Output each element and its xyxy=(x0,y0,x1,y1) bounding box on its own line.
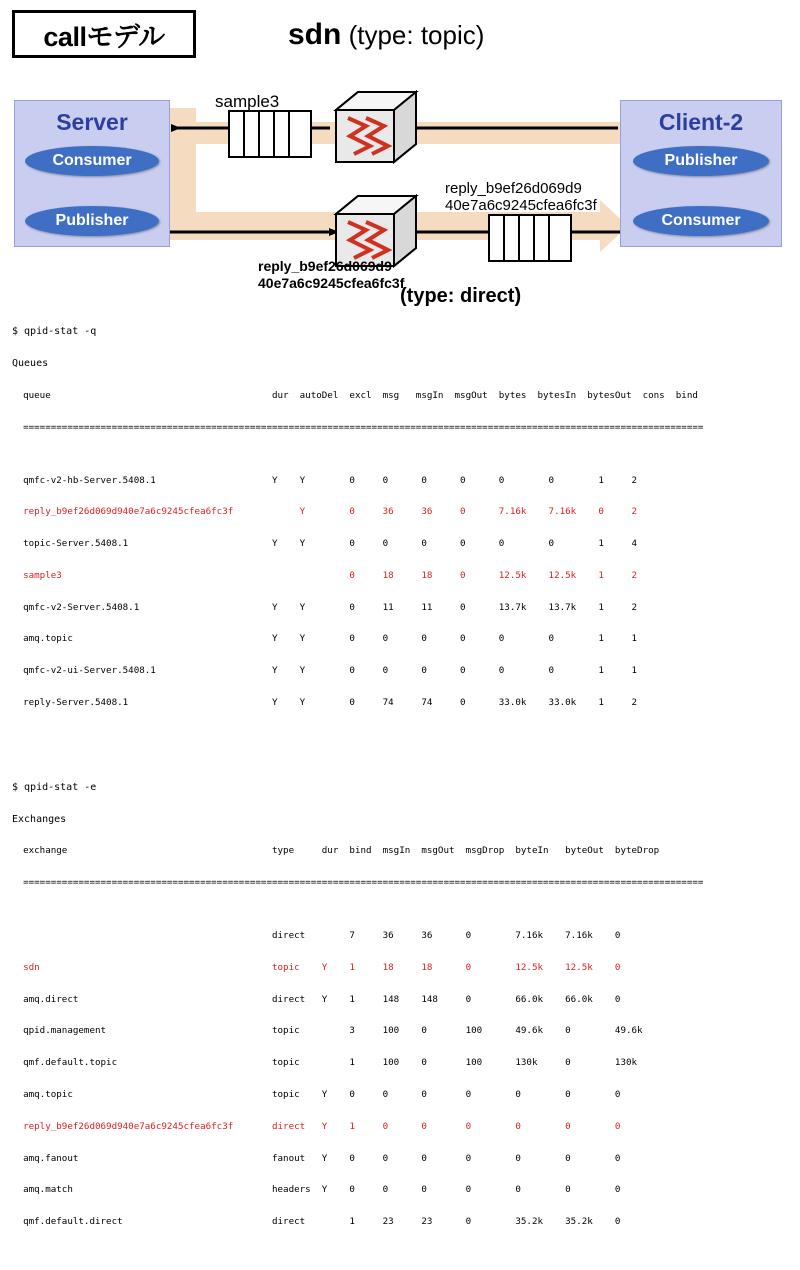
table-row: reply_b9ef26d069d940e7a6c9245cfea6fc3f direct Y 1 0 0 0 0 0 0 xyxy=(12,1120,621,1132)
server-consumer-pill: Consumer xyxy=(25,146,159,176)
reply-exchange-name-line1: reply_b9ef26d069d9 xyxy=(258,258,392,274)
exchanges-table-rule: =========================================================================================================================== xyxy=(12,877,704,889)
table-row: reply_b9ef26d069d940e7a6c9245cfea6fc3f Y 0 36 36 0 7.16k 7.16k 0 2 xyxy=(12,506,638,518)
server-node xyxy=(14,100,170,247)
reply-exchange-name-label xyxy=(258,258,404,292)
table-row: qmf.default.topic topic 1 100 0 100 130k 0 130k xyxy=(12,1057,638,1069)
exchange-topic-icon xyxy=(326,88,422,170)
table-row: amq.topic Y Y 0 0 0 0 0 0 1 1 xyxy=(12,633,638,645)
queue-reply xyxy=(488,214,572,262)
table-row: amq.topic topic Y 0 0 0 0 0 0 0 xyxy=(12,1088,621,1100)
table-row: amq.direct direct Y 1 148 148 0 66.0k 66.0k 0 xyxy=(12,993,621,1005)
table-row: amq.match headers Y 0 0 0 0 0 0 0 xyxy=(12,1184,621,1196)
reply-exchange-name-line2: 40e7a6c9245cfea6fc3f xyxy=(258,275,405,291)
client-title: Client-2 xyxy=(658,109,744,135)
reply-queue-label-line2: 40e7a6c9245cfea6fc3f xyxy=(445,197,597,214)
queues-table-body xyxy=(12,454,788,729)
server-title: Server xyxy=(56,109,128,135)
terminal-output xyxy=(12,306,788,1228)
architecture-diagram xyxy=(0,0,800,305)
table-row: topic-Server.5408.1 Y Y 0 0 0 0 0 0 1 4 xyxy=(12,538,638,550)
table-row: qpid.management topic 3 100 0 100 49.6k 0 49.6k xyxy=(12,1025,643,1037)
table-row: sdn topic Y 1 18 18 0 12.5k 12.5k 0 xyxy=(12,961,621,973)
exchanges-command: $ qpid-stat -e xyxy=(12,781,97,793)
exchanges-table-header: exchange type dur bind msgIn msgOut msgDrop byteIn byteOut byteDrop xyxy=(12,845,660,857)
queues-section-title: Queues xyxy=(12,357,49,369)
table-row: qmf.default.direct direct 1 23 23 0 35.2k 35.2k 0 xyxy=(12,1216,621,1228)
queues-table-header: queue dur autoDel excl msg msgIn msgOut bytes bytesIn bytesOut cons bind xyxy=(12,389,698,401)
client-consumer-pill: Consumer xyxy=(633,206,769,236)
direct-exchange-type-label: (type: direct) xyxy=(400,285,522,307)
exchanges-table-body xyxy=(12,910,788,1249)
table-row: reply-Server.5408.1 Y Y 0 74 74 0 33.0k 33.0k 1 2 xyxy=(12,696,638,708)
server-publisher-pill: Publisher xyxy=(25,206,159,236)
sdn-exchange-type: (type: topic) xyxy=(341,20,485,50)
table-row: direct 7 36 36 0 7.16k 7.16k 0 xyxy=(12,930,621,942)
client-node xyxy=(620,100,782,247)
table-row: amq.fanout fanout Y 0 0 0 0 0 0 0 xyxy=(12,1152,621,1164)
queue-sample3 xyxy=(228,110,312,158)
table-row: qmfc-v2-ui-Server.5408.1 Y Y 0 0 0 0 0 0 1 1 xyxy=(12,665,638,677)
exchanges-section-title: Exchanges xyxy=(12,813,67,825)
page-title-text: callモデル xyxy=(43,21,165,52)
table-row: qmfc-v2-Server.5408.1 Y Y 0 11 11 0 13.7k 13.7k 1 2 xyxy=(12,601,638,613)
queues-table-rule: =========================================================================================================================== xyxy=(12,421,704,433)
sample3-queue-label: sample3 xyxy=(215,92,280,111)
reply-queue-label-line1: reply_b9ef26d069d9 xyxy=(445,180,582,197)
queues-command: $ qpid-stat -q xyxy=(12,326,97,338)
sdn-exchange-name: sdn xyxy=(288,18,342,51)
sdn-exchange-label xyxy=(288,18,484,52)
client-publisher-pill: Publisher xyxy=(633,146,769,176)
table-row: qmfc-v2-hb-Server.5408.1 Y Y 0 0 0 0 0 0 1 2 xyxy=(12,474,638,486)
table-row: sample3 0 18 18 0 12.5k 12.5k 1 2 xyxy=(12,569,638,581)
reply-queue-label xyxy=(445,180,597,214)
